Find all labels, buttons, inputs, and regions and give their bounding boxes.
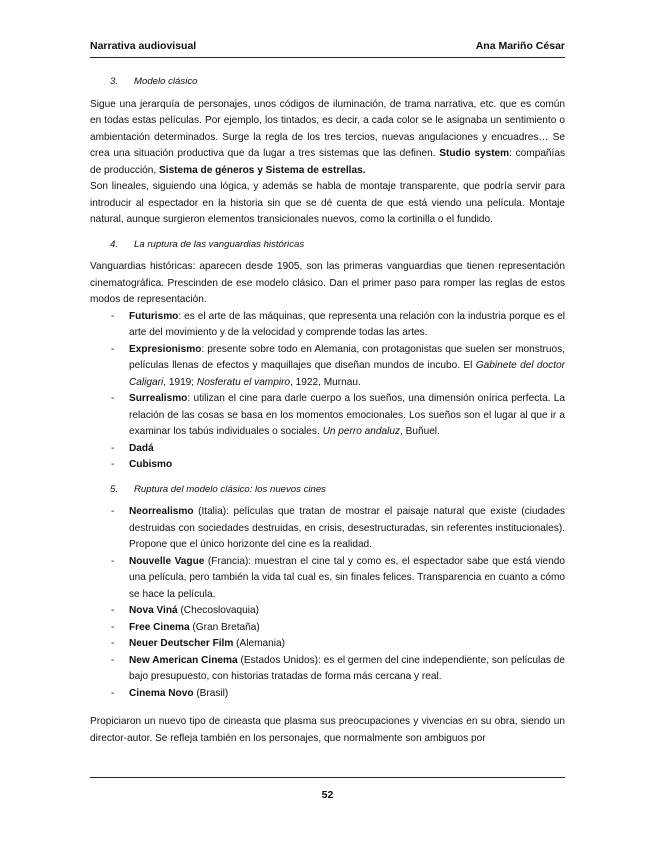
text: , 1919; bbox=[163, 376, 197, 388]
paragraph-closing: Propiciaron un nuevo tipo de cineasta que plasma sus preocupaciones y vivencias en su obra, siendo un director-autor. Se refleja también en los personajes, que normalmente son ambiguos por bbox=[90, 716, 565, 744]
section-title: La ruptura de las vanguardias históricas bbox=[134, 238, 305, 250]
text: , Buñuel. bbox=[400, 426, 440, 437]
section-title: Ruptura del modelo clásico: los nuevos cines bbox=[134, 483, 326, 495]
list-item-neorrealismo bbox=[90, 504, 565, 554]
text: (Estados Unidos): es el germen del cine independiente, son películas de bajo presupuesto, con historias tratadas de forma más cercana y real. bbox=[129, 654, 565, 682]
list-item-neuer-deutscher-film bbox=[90, 636, 565, 653]
list-marker: - bbox=[111, 310, 115, 322]
list-marker: - bbox=[111, 393, 115, 404]
term: Futurismo bbox=[129, 310, 179, 322]
text: (Francia): muestran el cine tal y como es, el espectador sabe que está viendo una película, pero también la vida tal cual es, sin finales felices. Transparencia en cuanto a cómo se hace la película. bbox=[129, 555, 566, 600]
section-4-heading bbox=[90, 237, 565, 254]
list-marker: - bbox=[111, 555, 115, 567]
list-item-cinema-novo bbox=[90, 686, 565, 703]
text: Sigue una jerarquía de personajes, unos códigos de iluminación, de trama narrativa, etc. que es común en todas estas películas. Por ejemplo, los tintados, es decir, a cada color se le asignaba un sentimiento o ambientación determinados. Surge la regla de los tres tercios, nuevas angulaciones y encuadres… Se crea una situación productiva que da lugar a tres sistemas que las definen. bbox=[90, 98, 565, 159]
text: (Gran Bretaña) bbox=[189, 621, 260, 633]
list-item-cubismo bbox=[90, 457, 565, 474]
term: Expresionismo bbox=[129, 343, 202, 355]
page-body bbox=[90, 68, 565, 747]
term-sistemas: Sistema de géneros y Sistema de estrellas. bbox=[159, 164, 366, 176]
term: Neorrealismo bbox=[129, 506, 194, 517]
list-item-surrealismo bbox=[90, 391, 565, 441]
text: (Italia): películas que tratan de mostrar el paisaje natural que existe (ciudades destruidas con sociedades destruidas, en crisis, desestructuradas, sin referentes institucionales). Propone que el único horizonte del cine es la realidad. bbox=[129, 506, 565, 550]
list-item-new-american-cinema bbox=[90, 653, 565, 686]
spacer bbox=[90, 702, 565, 714]
text: : presente sobre todo en Alemania, con protagonistas que suelen ser monstruos, películas llenas de efectos y maquillajes que diseñan mundos de incubo. El bbox=[129, 343, 565, 371]
film-title: Un perro andaluz bbox=[322, 426, 401, 437]
text: : utilizan el cine para darle cuerpo a los sueños, una dimensión onírica perfecta. La relación de las cosas se basa en los momentos emocionales. Los sueños son el lugar al que ir a examinar los tabús individuales o sociales. bbox=[129, 393, 565, 437]
text: , 1922, Murnau. bbox=[290, 376, 361, 388]
section-5-heading bbox=[90, 482, 565, 499]
page-number: 52 bbox=[321, 789, 334, 801]
list-marker: - bbox=[111, 459, 115, 470]
text: (Brasil) bbox=[193, 687, 229, 699]
term: Surrealismo bbox=[129, 393, 188, 404]
term: Nova Viná bbox=[129, 605, 178, 616]
list-marker: - bbox=[111, 687, 115, 699]
term: Cinema Novo bbox=[129, 687, 194, 699]
list-item-dada bbox=[90, 441, 565, 458]
term: Neuer Deutscher Film bbox=[129, 638, 234, 649]
paragraph-vanguardias: Vanguardias históricas: aparecen desde 1905, son las primeras vanguardias que tienen representación cinematográfica. Prescinden de ese modelo clásico. Dan el primer paso para romper las reglas de estos modos de representación. bbox=[90, 261, 565, 305]
list-item-nouvelle-vague bbox=[90, 554, 565, 604]
section-number: 4. bbox=[110, 238, 119, 250]
nuevos-cines-list bbox=[90, 504, 565, 702]
list-item-futurismo bbox=[90, 309, 565, 342]
list-marker: - bbox=[111, 343, 115, 355]
list-marker: - bbox=[111, 621, 115, 633]
vanguardias-list bbox=[90, 309, 565, 474]
list-item-expresionismo bbox=[90, 342, 565, 392]
list-item-free-cinema bbox=[90, 620, 565, 637]
list-item-nova-vina bbox=[90, 603, 565, 620]
footer-rule bbox=[90, 777, 565, 778]
section-3-heading bbox=[90, 74, 565, 91]
header-rule bbox=[90, 57, 565, 58]
film-title: Nosferatu el vampiro bbox=[196, 376, 291, 388]
header-author: Ana Mariño César bbox=[475, 40, 565, 52]
header-course-title: Narrativa audiovisual bbox=[90, 40, 197, 52]
paragraph-modelo-clasico bbox=[90, 97, 565, 180]
text: : es el arte de las máquinas, que representa una relación con la industria porque es el arte del movimiento y de la velocidad y comprende todas las artes. bbox=[129, 310, 565, 338]
film-title: Gabinete del doctor Caligari bbox=[129, 360, 565, 388]
term: Dadá bbox=[129, 442, 154, 454]
list-marker: - bbox=[111, 605, 115, 616]
section-title: Modelo clásico bbox=[134, 76, 198, 87]
list-marker: - bbox=[111, 638, 115, 649]
page-header bbox=[90, 40, 565, 56]
term: Cubismo bbox=[129, 459, 173, 470]
list-marker: - bbox=[111, 506, 115, 517]
text: (Checoslovaquia) bbox=[177, 605, 259, 616]
term: Free Cinema bbox=[129, 621, 190, 633]
text: : compañías de producción, bbox=[90, 148, 566, 176]
text: (Alemania) bbox=[233, 638, 285, 649]
paragraph-montaje: Son lineales, siguiendo una lógica, y además se habla de montaje transparente, que podría servir para introducir al espectador en la historia sin que se dé cuenta de que está viendo una película. Montaje natural, aunque surgieron elementos transicionales nuevos, como la cortinilla o el fundido. bbox=[90, 181, 565, 225]
section-number: 5. bbox=[110, 483, 119, 495]
list-marker: - bbox=[111, 654, 115, 666]
term-studio-system: Studio system bbox=[439, 148, 510, 159]
term: New American Cinema bbox=[129, 654, 238, 666]
term: Nouvelle Vague bbox=[129, 555, 205, 567]
section-number: 3. bbox=[110, 76, 119, 87]
list-marker: - bbox=[111, 442, 115, 454]
